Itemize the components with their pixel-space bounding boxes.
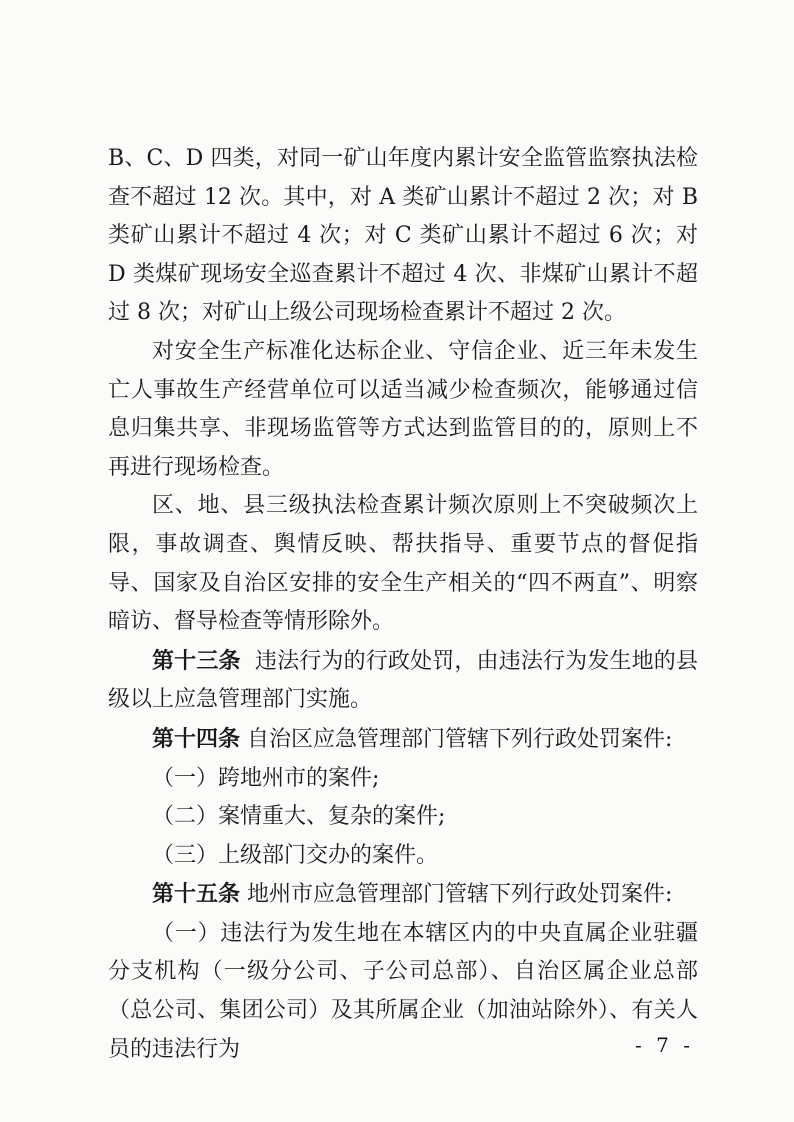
article-14 [108, 720, 698, 760]
article-14-text: 自治区应急管理部门管辖下列行政处罚案件: [247, 726, 673, 752]
paragraph-1-text: B、C、D 四类，对同一矿山年度内累计安全监管监察执法检查不超过 12 次。其中，对 A 类矿山累计不超过 2 次；对 B 类矿山累计不超过 4 次；对 C 类矿山累计不超过 6 次；对 D 类煤矿现场安全巡查累计不超过 4 次、非煤矿山累计不超过 8 次；对矿山上级公司现场检查累计不超过 2 次。 [108, 146, 698, 326]
article-14-item-2-text: （二）案情重大、复杂的案件; [152, 804, 446, 830]
paragraph-3-text: 区、地、县三级执法检查累计频次原则上不突破频次上限，事故调查、舆情反映、帮扶指导、重要节点的督促指导、国家及自治区安排的安全生产相关的“四不两直”、明察暗访、督导检查等情形除外。 [108, 493, 698, 635]
article-14-heading: 第十四条 [152, 725, 241, 752]
paragraph-3 [108, 487, 698, 641]
article-15-heading: 第十五条 [152, 881, 241, 908]
document-body [108, 140, 698, 1069]
article-14-item-3-text: （三）上级部门交办的案件。 [152, 842, 439, 868]
paragraph-1 [108, 140, 698, 333]
article-14-item-1 [108, 760, 698, 799]
article-15-item-1 [108, 915, 698, 1069]
article-14-item-1-text: （一）跨地州市的案件; [152, 765, 380, 791]
article-13-text: 违法行为的行政处罚，由违法行为发生地的县级以上应急管理部门实施。 [108, 648, 698, 713]
article-14-item-2 [108, 798, 698, 837]
article-15 [108, 875, 698, 915]
article-15-text: 地州市应急管理部门管辖下列行政处罚案件: [247, 882, 673, 908]
article-14-item-3 [108, 837, 698, 876]
article-13 [108, 642, 698, 720]
article-13-heading: 第十三条 [152, 647, 241, 674]
paragraph-2-text: 对安全生产标准化达标企业、守信企业、近三年未发生亡人事故生产经营单位可以适当减少检查频次，能够通过信息归集共享、非现场监管等方式达到监管目的的，原则上不再进行现场检查。 [108, 338, 698, 480]
article-15-item-1-text: （一）违法行为发生地在本辖区内的中央直属企业驻疆分支机构（一级分公司、子公司总部）、自治区属企业总部（总公司、集团公司）及其所属企业（加油站除外）、有关人员的违法行为 [108, 920, 698, 1062]
paragraph-2 [108, 333, 698, 487]
page-number: - 7 - [635, 1033, 694, 1057]
